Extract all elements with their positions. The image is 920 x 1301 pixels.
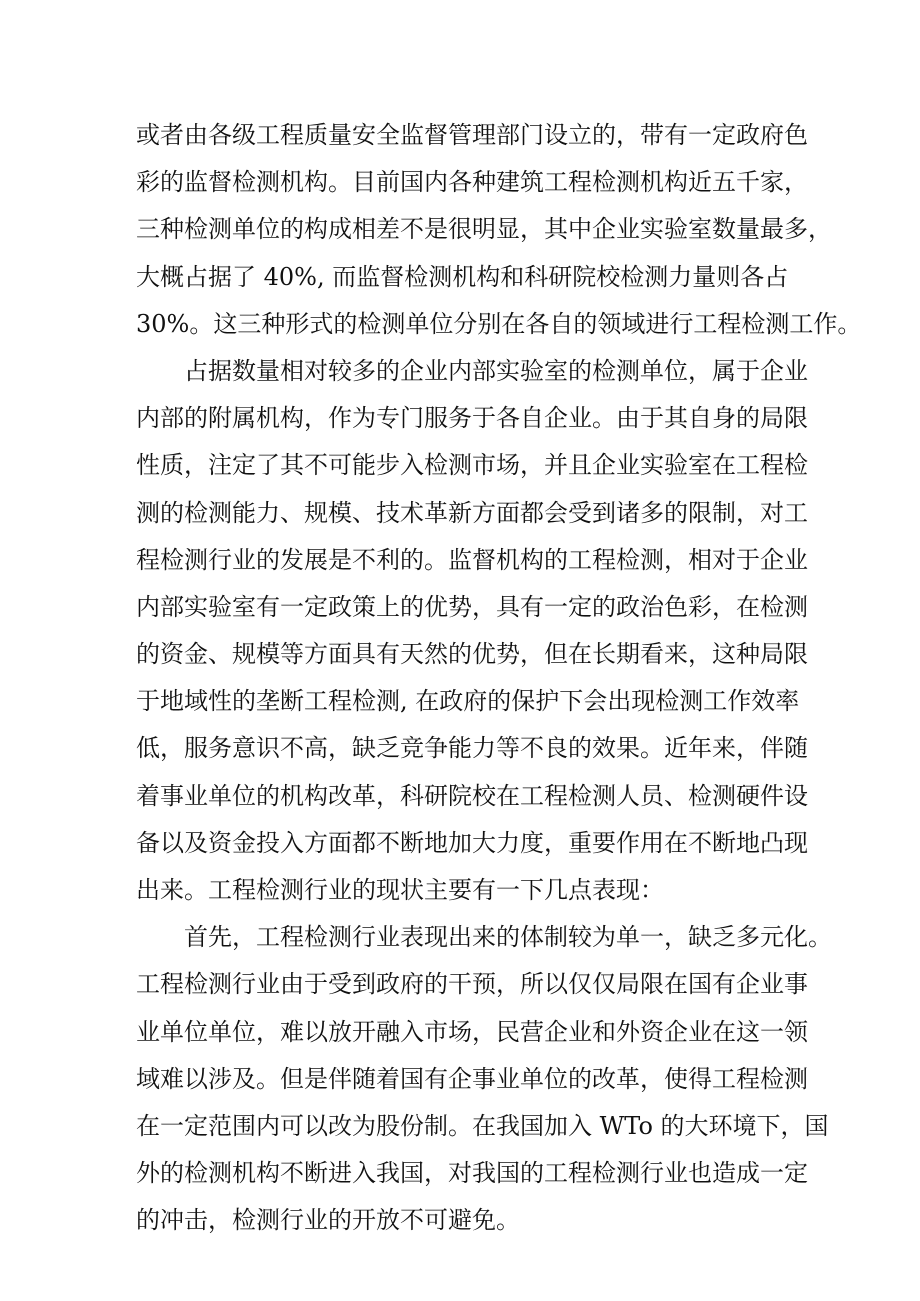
text-line: 的冲击，检测行业的开放不可避免。	[136, 1206, 520, 1235]
text-line: 低，服务意识不高，缺乏竞争能力等不良的效果。近年来，伴随	[136, 734, 808, 763]
text-line: 着事业单位的机构改革，科研院校在工程检测人员、检测硬件设	[136, 781, 808, 810]
paragraph-start-line: 占据数量相对较多的企业内部实验室的检测单位，属于企业	[184, 356, 808, 385]
text-line: 性质，注定了其不可能步入检测市场，并且企业实验室在工程检	[136, 451, 808, 480]
text-line: 备以及资金投入方面都不断地加大力度，重要作用在不断地凸现	[136, 828, 808, 857]
text-line: 域难以涉及。但是伴随着国有企事业单位的改革，使得工程检测	[136, 1064, 808, 1093]
text-line: 的资金、规模等方面具有天然的优势，但在长期看来，这种局限	[136, 640, 808, 669]
text-line: 于地域性的垄断工程检测, 在政府的保护下会出现检测工作效率	[136, 687, 800, 716]
text-line: 在一定范围内可以改为股份制。在我国加入 WTo 的大环境下，国	[136, 1111, 829, 1140]
text-line: 三种检测单位的构成相差不是很明显，其中企业实验室数量最多，	[136, 215, 832, 244]
text-line: 30%。这三种形式的检测单位分别在各自的领域进行工程检测工作。	[136, 309, 862, 338]
text-line: 工程检测行业由于受到政府的干预，所以仅仅局限在国有企业事	[136, 970, 808, 999]
text-line: 出来。工程检测行业的现状主要有一下几点表现：	[136, 876, 664, 904]
text-line: 或者由各级工程质量安全监督管理部门设立的，带有一定政府色	[136, 121, 808, 149]
paragraph-start-line: 首先，工程检测行业表现出来的体制较为单一，缺乏多元化。	[184, 923, 832, 952]
text-line: 彩的监督检测机构。目前国内各种建筑工程检测机构近五千家，	[136, 168, 808, 197]
text-line: 内部的附属机构，作为专门服务于各自企业。由于其自身的局限	[136, 404, 808, 433]
text-line: 内部实验室有一定政策上的优势，具有一定的政治色彩，在检测	[136, 592, 808, 621]
text-line: 外的检测机构不断进入我国，对我国的工程检测行业也造成一定	[136, 1159, 808, 1188]
text-line: 测的检测能力、规模、技术革新方面都会受到诸多的限制，对工	[136, 498, 808, 527]
text-line: 业单位单位，难以放开融入市场，民营企业和外资企业在这一领	[136, 1017, 808, 1046]
text-line: 大概占据了 40%, 而监督检测机构和科研院校检测力量则各占	[136, 262, 789, 291]
document-body	[136, 112, 862, 1245]
text-line: 程检测行业的发展是不利的。监督机构的工程检测，相对于企业	[136, 545, 808, 574]
